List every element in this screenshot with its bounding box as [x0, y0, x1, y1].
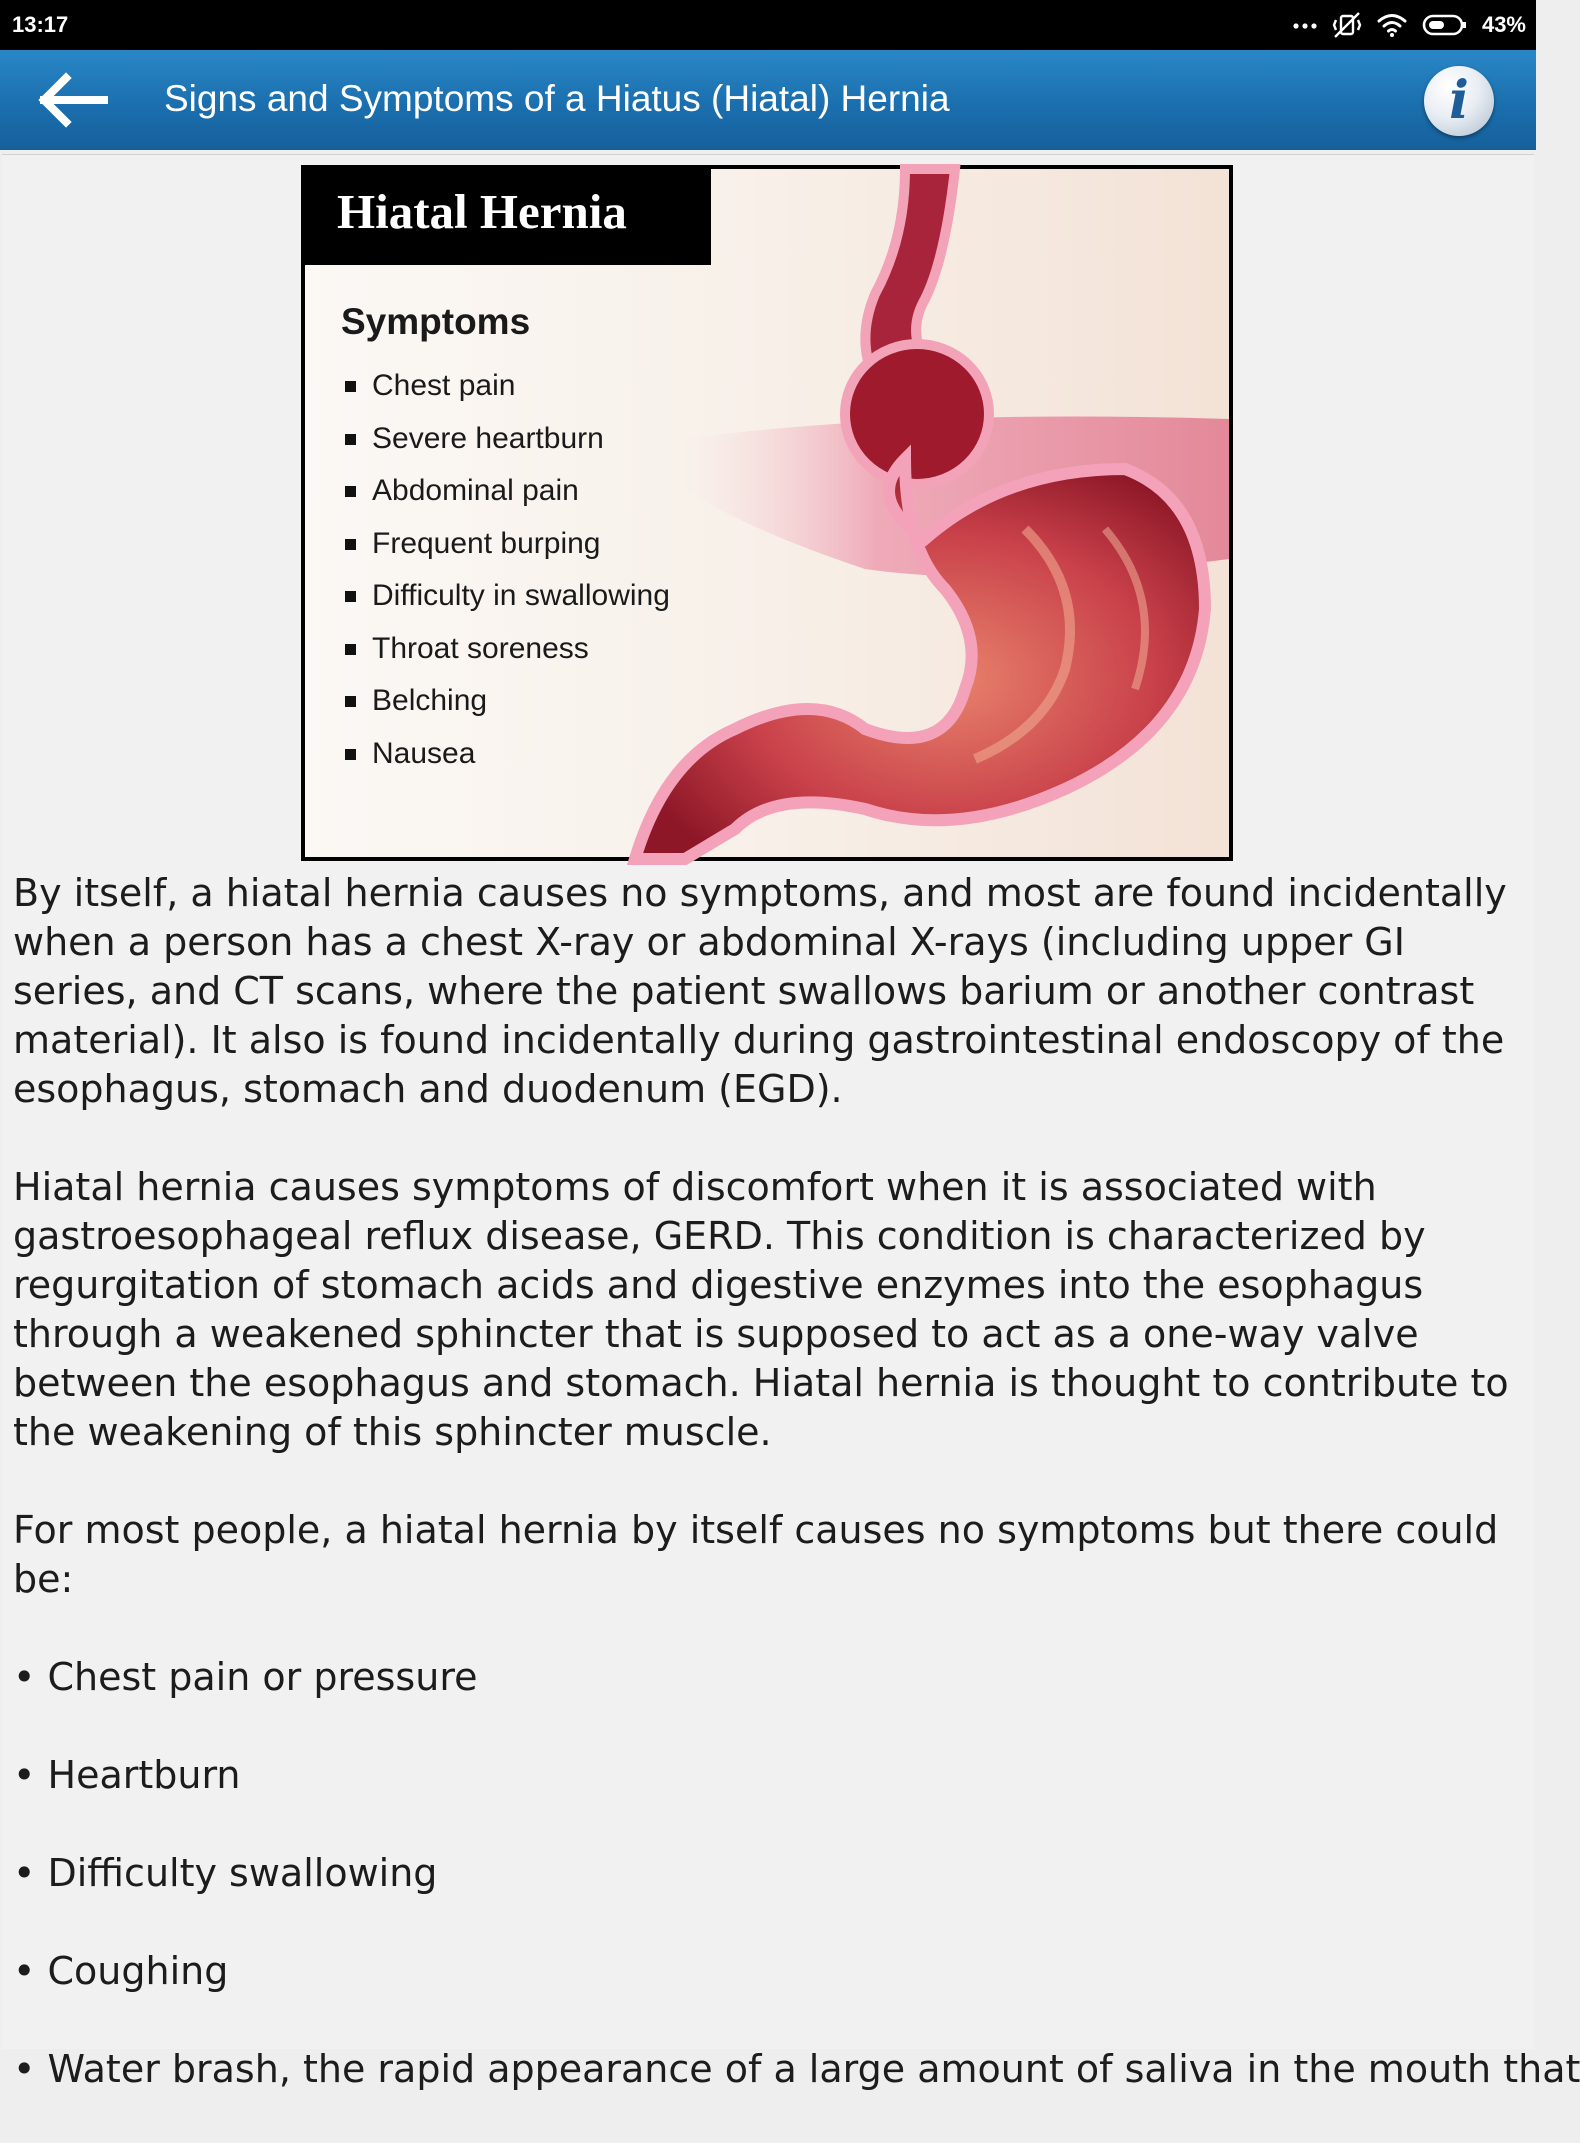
- info-button[interactable]: [1424, 66, 1494, 136]
- back-button[interactable]: [36, 72, 116, 128]
- square-bullet-icon: [345, 696, 356, 707]
- symptom-list-item: • Water brash, the rapid appearance of a large amount of saliva in the mouth that: [13, 2047, 1580, 2091]
- article-content[interactable]: [2, 154, 1580, 2091]
- app-bar: [0, 50, 1536, 150]
- symptom-list-item: • Chest pain or pressure: [13, 1655, 478, 1699]
- square-bullet-icon: [345, 486, 356, 497]
- figure-title: Hiatal Hernia: [337, 184, 627, 239]
- figure-symptom-item: Chest pain: [345, 369, 670, 422]
- status-icons: [1292, 10, 1526, 40]
- square-bullet-icon: [345, 591, 356, 602]
- symptoms-heading: Symptoms: [341, 301, 531, 342]
- symptom-list-item: • Coughing: [13, 1949, 229, 1993]
- vibrate-icon: [1332, 11, 1362, 39]
- symptom-list-item: • Heartburn: [13, 1753, 241, 1797]
- status-bar: [0, 0, 1536, 50]
- figure-title-box: [305, 169, 711, 265]
- square-bullet-icon: [345, 539, 356, 550]
- figure-symptom-item: Throat soreness: [345, 632, 670, 685]
- more-dots-icon: [1292, 20, 1318, 30]
- figure-symptom-item: Frequent burping: [345, 527, 670, 580]
- article-body: [13, 869, 1580, 2143]
- square-bullet-icon: [345, 749, 356, 760]
- arrow-left-icon: [36, 72, 116, 128]
- figure-symptom-item: Belching: [345, 684, 670, 737]
- paragraph-incidental-finding: By itself, a hiatal hernia causes no symptoms, and most are found incidentally when a person has a chest X-ray or abdominal X-rays (including upper GI series, and CT scans, where the patient swallows barium or another contrast material). It also is found incidentally during gastrointestinal endoscopy of the esophagus, stomach and duodenum (EGD).: [13, 871, 1507, 1111]
- figure-symptom-item: Severe heartburn: [345, 422, 670, 475]
- paragraph-gerd: Hiatal hernia causes symptoms of discomfort when it is associated with gastroesophageal reflux disease, GERD. This condition is characterized by regurgitation of stomach acids and digestive enzymes into the esophagus through a weakened sphincter that is supposed to act as a one-way valve between the esophagus and stomach. Hiatal hernia is thought to contribute to the weakening of this sphincter muscle.: [13, 1165, 1509, 1454]
- info-icon: i: [1449, 70, 1469, 131]
- square-bullet-icon: [345, 644, 356, 655]
- hiatal-hernia-illustration: [301, 165, 1233, 861]
- wifi-icon: [1376, 12, 1408, 38]
- battery-icon: [1422, 13, 1468, 37]
- symptom-list-item: • Difficulty swallowing: [13, 1851, 438, 1895]
- figure-symptom-item: Difficulty in swallowing: [345, 579, 670, 632]
- figure-symptom-list: [345, 369, 670, 789]
- paragraph-intro-list: For most people, a hiatal hernia by itself causes no symptoms but there could be:: [13, 1508, 1499, 1601]
- figure-symptom-item: Abdominal pain: [345, 474, 670, 527]
- square-bullet-icon: [345, 434, 356, 445]
- figure-symptom-item: Nausea: [345, 737, 670, 790]
- status-time: 13:17: [12, 12, 69, 37]
- square-bullet-icon: [345, 381, 356, 392]
- battery-percentage: 43%: [1481, 12, 1526, 37]
- page-title: Signs and Symptoms of a Hiatus (Hiatal) Hernia: [164, 78, 950, 119]
